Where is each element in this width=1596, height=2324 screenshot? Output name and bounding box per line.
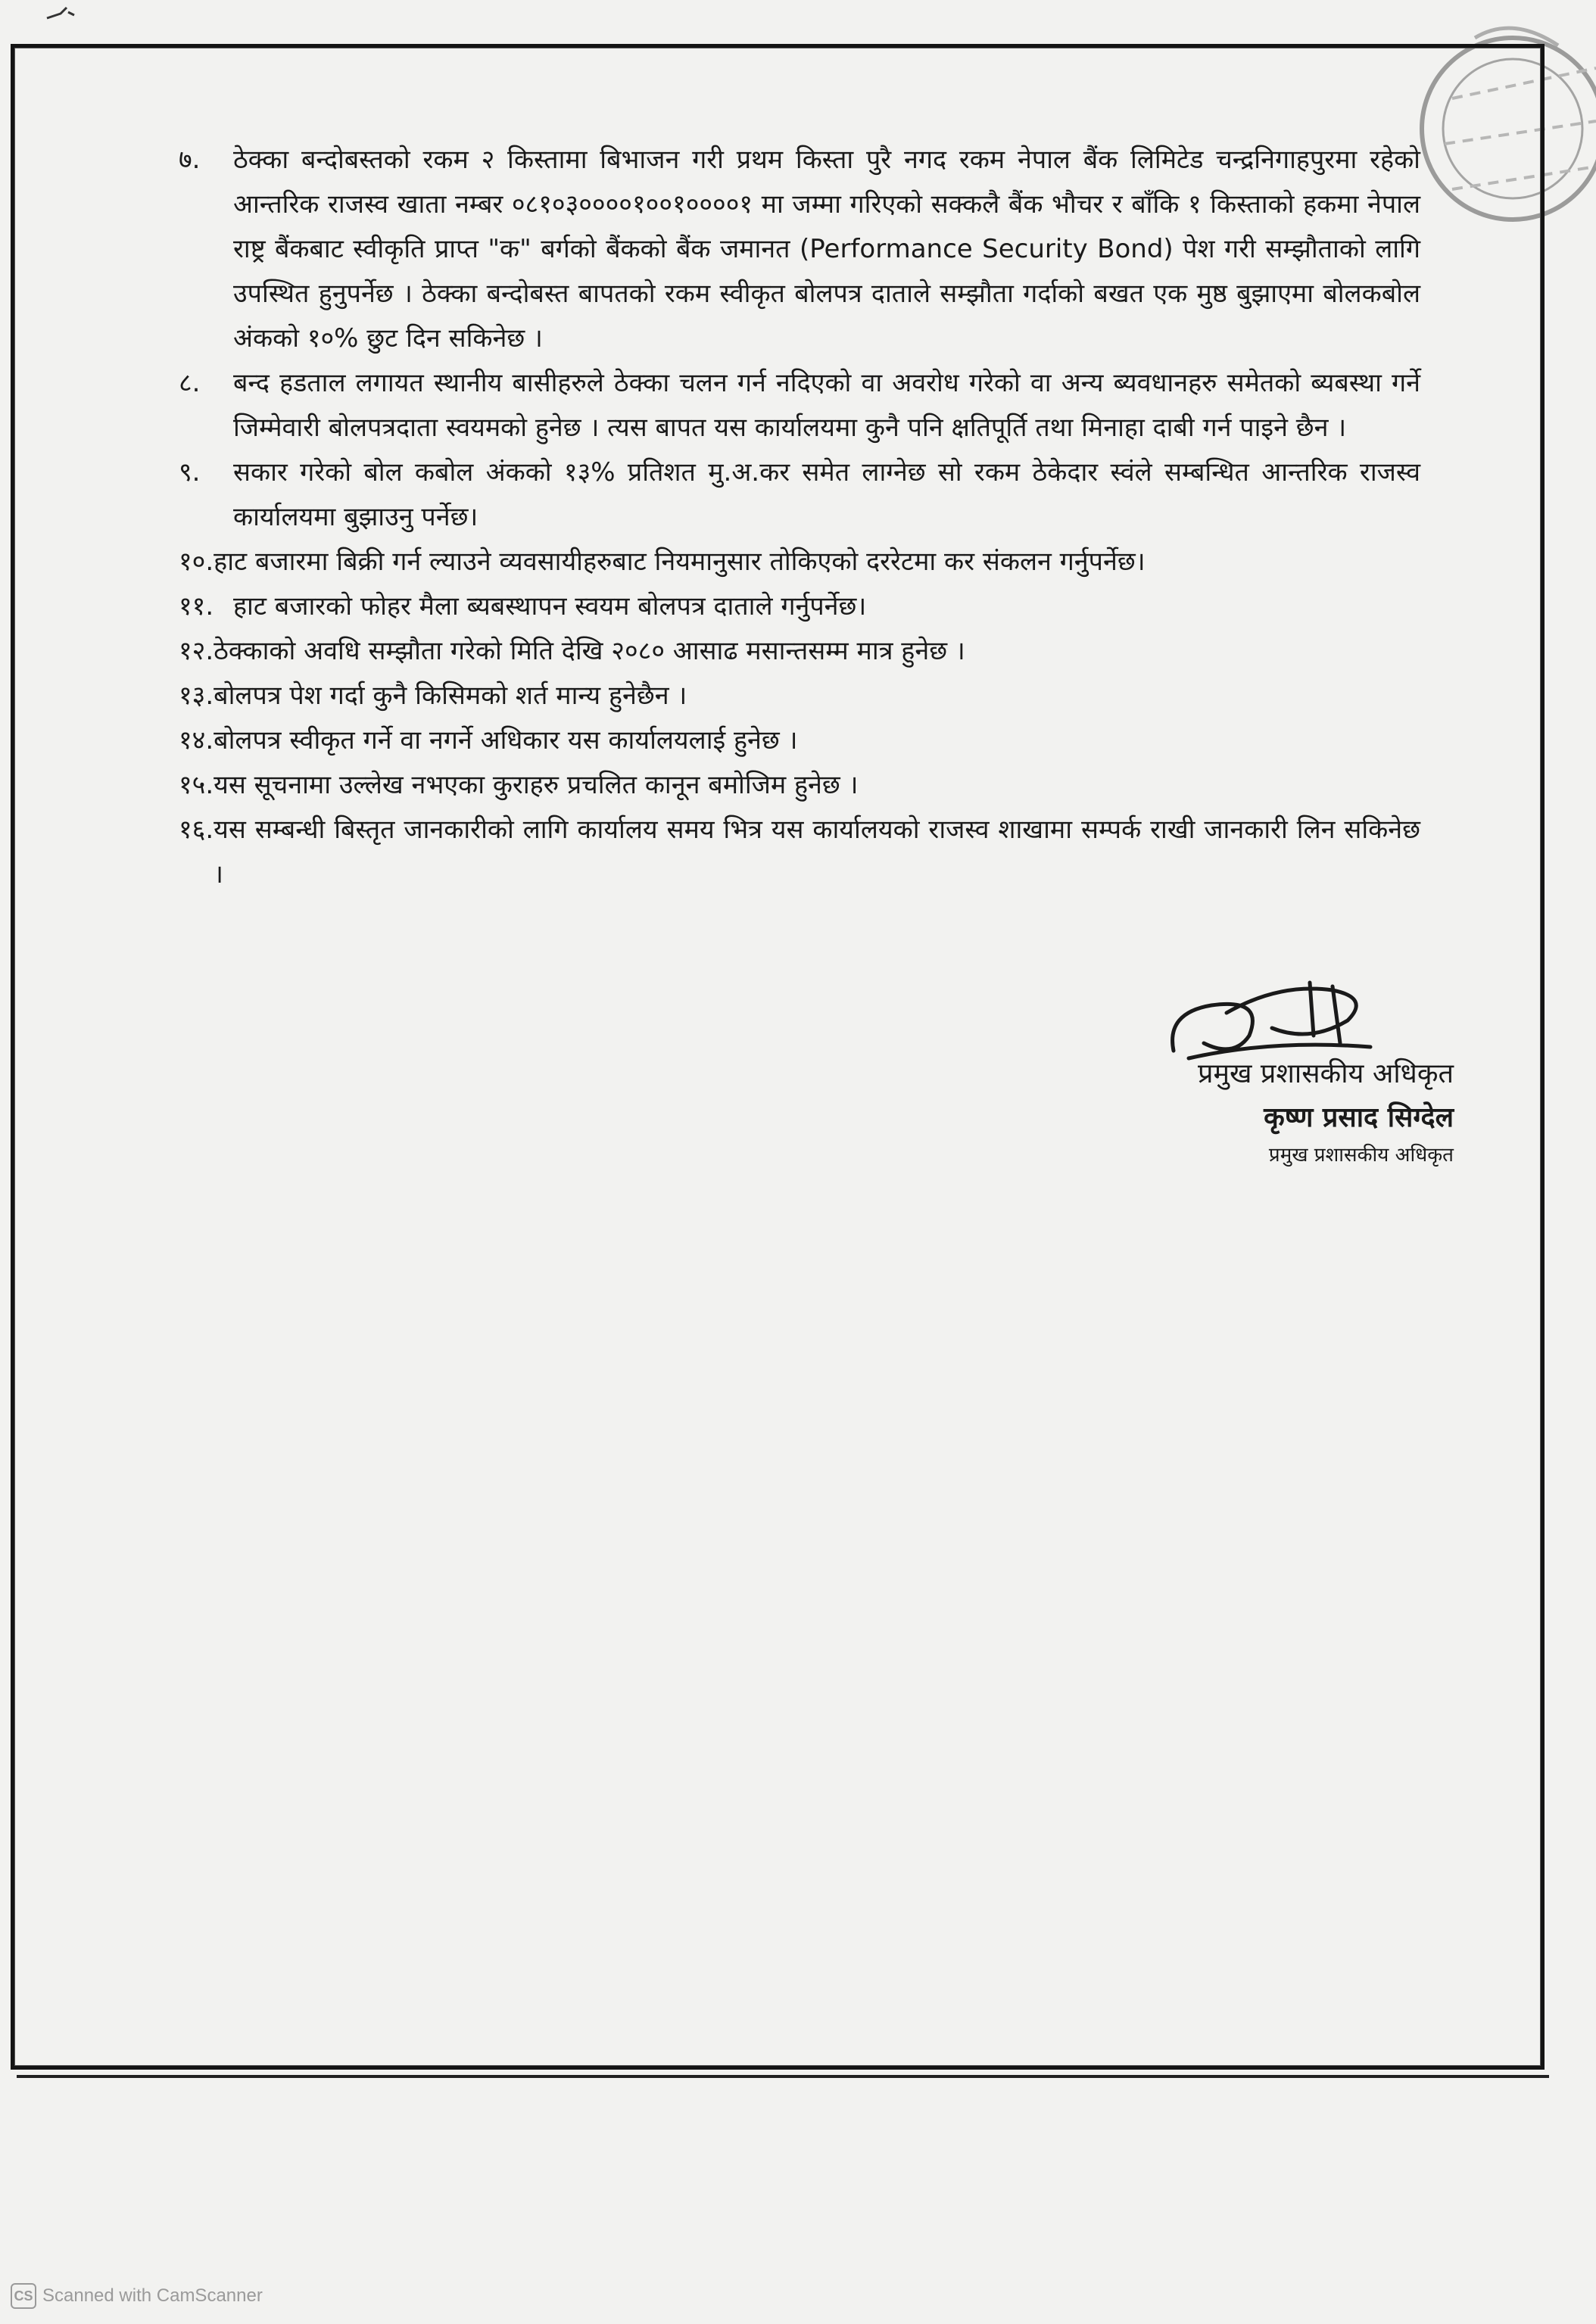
list-item: [179, 138, 1420, 361]
item-text: यस सूचनामा उल्लेख नभएका कुराहरु प्रचलित कानून बमोजिम हुनेछ ।: [214, 770, 859, 800]
signatory-stamp-designation: प्रमुख प्रशासकीय अधिकृत: [1268, 1144, 1454, 1167]
item-text: ठेक्काको अवधि सम्झौता गरेको मिति देखि २०८० आसाढ मसान्तसम्म मात्र हुनेछ ।: [214, 636, 965, 666]
signatory-name: कृष्ण प्रसाद सिग्देल: [1264, 1102, 1454, 1133]
item-text: हाट बजारमा बिक्री गर्न ल्याउने व्यवसायीहरुबाट नियमानुसार तोकिएको दररेटमा कर संकलन गर्नुपर्नेछ।: [214, 547, 1146, 577]
scan-corner-mark: [45, 5, 76, 21]
list-item: [179, 763, 1420, 808]
list-item: [179, 540, 1420, 584]
signatory-designation: प्रमुख प्रशासकीय अधिकृत: [1198, 1058, 1454, 1089]
list-item: [179, 808, 1420, 897]
item-number: ११.: [179, 591, 214, 621]
list-item: [179, 629, 1420, 674]
list-item: [179, 674, 1420, 718]
item-text: बोलपत्र पेश गर्दा कुनै किसिमको शर्त मान्य हुनेछैन ।: [214, 681, 687, 711]
list-item: [179, 450, 1420, 540]
camscanner-logo-icon: CS: [11, 2283, 36, 2309]
item-text: सकार गरेको बोल कबोल अंकको १३% प्रतिशत मु.अ.कर समेत लाग्नेछ सो रकम ठेकेदार स्वंले सम्बन्धित आन्तरिक राजस्व कार्यालयमा बुझाउनु पर्नेछ।: [233, 457, 1420, 532]
list-item: [179, 361, 1420, 450]
scanner-watermark: [11, 2283, 263, 2309]
item-text: ठेक्का बन्दोबस्तको रकम २ किस्तामा बिभाजन गरी प्रथम किस्ता पुरै नगद रकम नेपाल बैंक लिमिटेड चन्द्रनिगाहपुरमा रहेको आन्तरिक राजस्व खाता नम्बर ०८१०३००००१००१००००१ मा जम्मा गरिएको सक्कलै बैंक भौचर र बाँकि १ किस्ताको हकमा नेपाल राष्ट्र बैंकबाट स्वीकृति प्राप्त "क" बर्गको बैंकको बैंक जमानत (Performance Security Bond) पेश गरी सम्झौताको लागि उपस्थित हुनुपर्नेछ । ठेक्का बन्दोबस्त बापतको रकम स्वीकृत बोलपत्र दाताले सम्झौता गर्दाको बखत एक मुष्ठ बुझाएमा बोलकबोल अंकको १०% छुट दिन सकिनेछ ।: [233, 145, 1420, 354]
scanner-text: Scanned with CamScanner: [42, 2285, 263, 2306]
notice-terms-list: [179, 138, 1420, 897]
item-text: हाट बजारको फोहर मैला ब्यबस्थापन स्वयम बोलपत्र दाताले गर्नुपर्नेछ।: [233, 591, 867, 621]
item-number: ७.: [179, 145, 201, 175]
page-bottom-rule: [17, 2075, 1549, 2078]
item-text: बन्द हडताल लगायत स्थानीय बासीहरुले ठेक्का चलन गर्न नदिएको वा अवरोध गरेको वा अन्य ब्यवधानहरु समेतको ब्यबस्था गर्ने जिम्मेवारी बोलपत्रदाता स्वयमको हुनेछ । त्यस बापत यस कार्यालयमा कुनै पनि क्षतिपूर्ति तथा मिनाहा दाबी गर्न पाइने छैन ।: [233, 368, 1420, 443]
item-text: यस सम्बन्धी बिस्तृत जानकारीको लागि कार्यालय समय भित्र यस कार्यालयको राजस्व शाखामा सम्पर्क राखी जानकारी लिन सकिनेछ ।: [214, 815, 1420, 889]
item-number: ८.: [179, 368, 201, 398]
item-text: बोलपत्र स्वीकृत गर्ने वा नगर्ने अधिकार यस कार्यालयलाई हुनेछ ।: [214, 725, 798, 755]
item-number: १३.: [179, 681, 214, 711]
item-number: १६.: [179, 815, 214, 845]
item-number: ९.: [179, 457, 201, 488]
item-number: १४.: [179, 725, 214, 755]
item-number: १०.: [179, 547, 214, 577]
list-item: [179, 718, 1420, 763]
item-number: १५.: [179, 770, 214, 800]
signature-block: [1105, 1052, 1454, 1170]
list-item: [179, 584, 1420, 629]
item-number: १२.: [179, 636, 214, 666]
